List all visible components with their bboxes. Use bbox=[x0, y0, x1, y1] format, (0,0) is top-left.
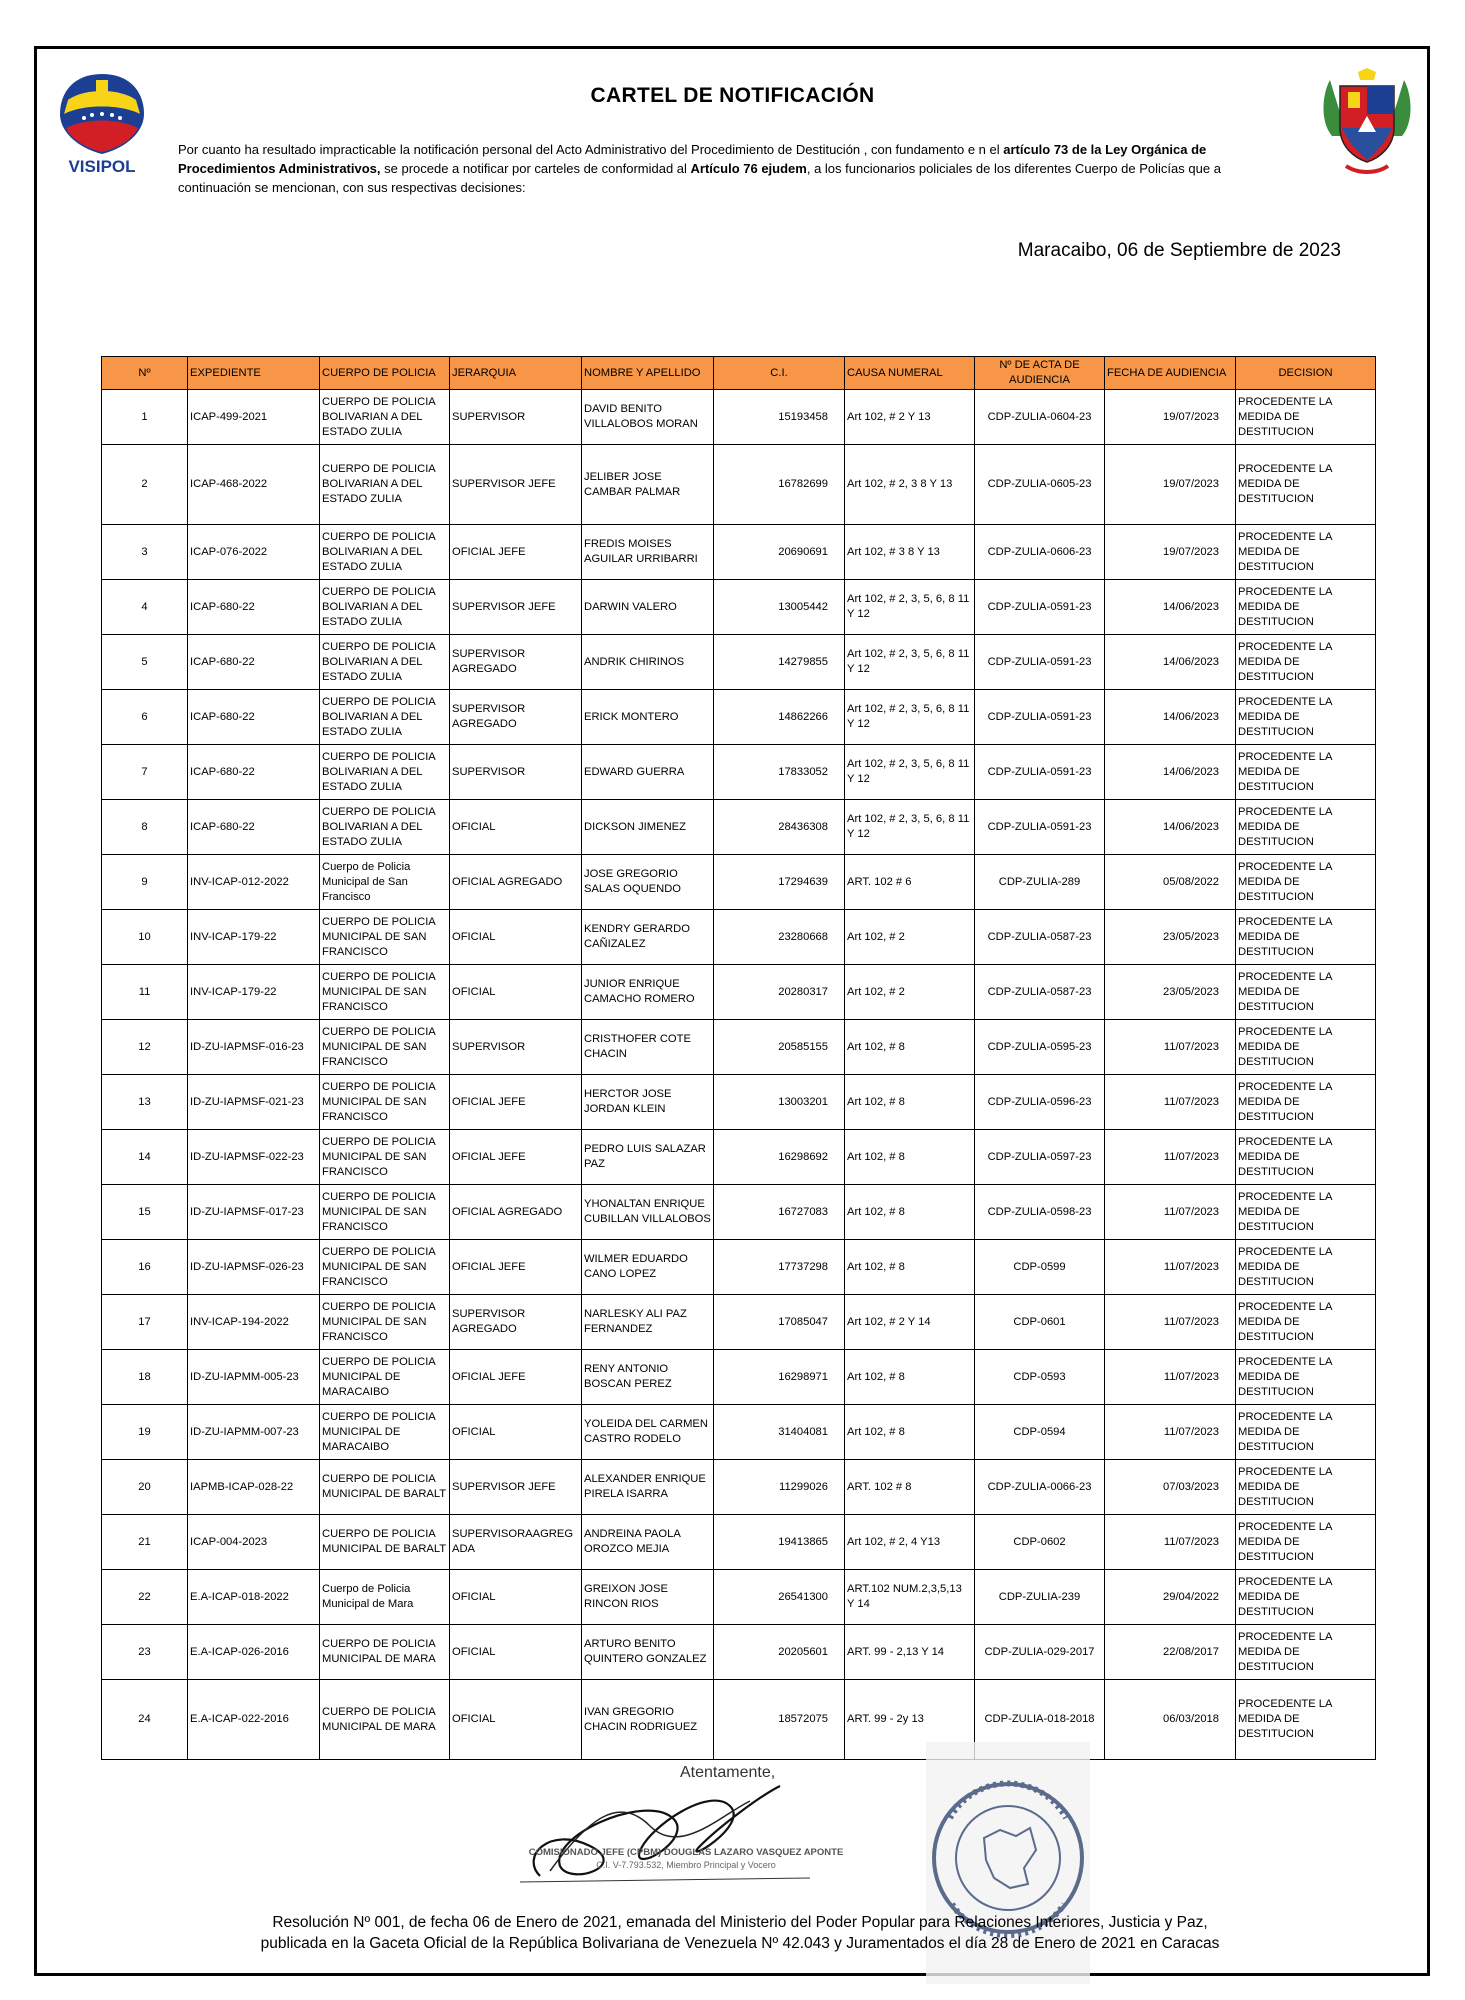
cell-number: 4 bbox=[102, 580, 188, 635]
cell-nombre: DAVID BENITO VILLALOBOS MORAN bbox=[582, 390, 714, 445]
cell-expediente: ID-ZU-IAPMSF-026-23 bbox=[188, 1240, 320, 1295]
cell-nombre: ALEXANDER ENRIQUE PIRELA ISARRA bbox=[582, 1460, 714, 1515]
cell-ci: 20690691 bbox=[714, 525, 845, 580]
table-row bbox=[102, 1020, 1376, 1075]
cell-number: 22 bbox=[102, 1570, 188, 1625]
cell-acta: CDP-ZULIA-0598-23 bbox=[975, 1185, 1105, 1240]
cell-jerarquia: OFICIAL AGREGADO bbox=[450, 855, 582, 910]
cell-expediente: ICAP-680-22 bbox=[188, 635, 320, 690]
cell-nombre: YHONALTAN ENRIQUE CUBILLAN VILLALOBOS bbox=[582, 1185, 714, 1240]
cell-acta: CDP-ZULIA-0591-23 bbox=[975, 745, 1105, 800]
table-row bbox=[102, 1680, 1376, 1760]
visipol-logo-text: VISIPOL bbox=[68, 157, 136, 176]
cell-cuerpo: CUERPO DE POLICIA BOLIVARIAN A DEL ESTADO ZULIA bbox=[320, 390, 450, 445]
cell-acta: CDP-ZULIA-0604-23 bbox=[975, 390, 1105, 445]
cell-causa: Art 102, # 2 bbox=[845, 910, 975, 965]
cell-nombre: GREIXON JOSE RINCON RIOS bbox=[582, 1570, 714, 1625]
cell-jerarquia: SUPERVISOR JEFE bbox=[450, 445, 582, 525]
col-header-ci: C.I. bbox=[714, 357, 845, 390]
cell-ci: 13005442 bbox=[714, 580, 845, 635]
intro-text-3: , a los funcionarios policiales de los diferentes Cuerpo de Policías que a continuación se mencionan, con sus respectivas decisiones: bbox=[178, 161, 1221, 195]
cell-decision: PROCEDENTE LA MEDIDA DE DESTITUCION bbox=[1236, 1295, 1376, 1350]
cell-cuerpo: CUERPO DE POLICIA MUNICIPAL DE MARACAIBO bbox=[320, 1405, 450, 1460]
cell-cuerpo: CUERPO DE POLICIA MUNICIPAL DE SAN FRANCISCO bbox=[320, 1185, 450, 1240]
cell-ci: 31404081 bbox=[714, 1405, 845, 1460]
intro-bold-2: Artículo 76 ejudem bbox=[690, 161, 807, 176]
cell-jerarquia: OFICIAL bbox=[450, 1680, 582, 1760]
cell-nombre: PEDRO LUIS SALAZAR PAZ bbox=[582, 1130, 714, 1185]
cell-fecha: 14/06/2023 bbox=[1105, 690, 1236, 745]
cell-jerarquia: SUPERVISOR AGREGADO bbox=[450, 690, 582, 745]
table-row bbox=[102, 965, 1376, 1020]
cell-decision: PROCEDENTE LA MEDIDA DE DESTITUCION bbox=[1236, 965, 1376, 1020]
col-header-causa: CAUSA NUMERAL bbox=[845, 357, 975, 390]
col-header-acta: Nº DE ACTA DE AUDIENCIA bbox=[975, 357, 1105, 390]
cell-cuerpo: CUERPO DE POLICIA MUNICIPAL DE SAN FRANCISCO bbox=[320, 910, 450, 965]
cell-causa: Art 102, # 2, 3, 5, 6, 8 11 Y 12 bbox=[845, 745, 975, 800]
cell-nombre: ANDREINA PAOLA OROZCO MEJIA bbox=[582, 1515, 714, 1570]
cell-jerarquia: SUPERVISOR bbox=[450, 1020, 582, 1075]
cell-acta: CDP-ZULIA-0066-23 bbox=[975, 1460, 1105, 1515]
cell-causa: Art 102, # 2, 3 8 Y 13 bbox=[845, 445, 975, 525]
cell-fecha: 11/07/2023 bbox=[1105, 1075, 1236, 1130]
cell-ci: 19413865 bbox=[714, 1515, 845, 1570]
cell-causa: Art 102, # 2, 4 Y13 bbox=[845, 1515, 975, 1570]
table-row bbox=[102, 800, 1376, 855]
cell-acta: CDP-ZULIA-0587-23 bbox=[975, 965, 1105, 1020]
cell-acta: CDP-ZULIA-0587-23 bbox=[975, 910, 1105, 965]
cell-decision: PROCEDENTE LA MEDIDA DE DESTITUCION bbox=[1236, 1350, 1376, 1405]
intro-bold-1: artículo 73 de la Ley Orgánica de Procedimientos Administrativos, bbox=[178, 142, 1207, 176]
cell-decision: PROCEDENTE LA MEDIDA DE DESTITUCION bbox=[1236, 1240, 1376, 1295]
cell-number: 20 bbox=[102, 1460, 188, 1515]
cell-causa: Art 102, # 2 Y 13 bbox=[845, 390, 975, 445]
cell-fecha: 11/07/2023 bbox=[1105, 1515, 1236, 1570]
intro-text-2: se procede a notificar por carteles de conformidad al bbox=[380, 161, 691, 176]
cell-ci: 17294639 bbox=[714, 855, 845, 910]
cell-nombre: HERCTOR JOSE JORDAN KLEIN bbox=[582, 1075, 714, 1130]
cell-expediente: INV-ICAP-012-2022 bbox=[188, 855, 320, 910]
cell-causa: ART. 102 # 6 bbox=[845, 855, 975, 910]
cell-jerarquia: OFICIAL AGREGADO bbox=[450, 1185, 582, 1240]
cell-acta: CDP-ZULIA-0591-23 bbox=[975, 800, 1105, 855]
cell-fecha: 11/07/2023 bbox=[1105, 1130, 1236, 1185]
table-row bbox=[102, 445, 1376, 525]
cell-causa: ART. 99 - 2,13 Y 14 bbox=[845, 1625, 975, 1680]
cell-causa: Art 102, # 8 bbox=[845, 1020, 975, 1075]
cell-cuerpo: CUERPO DE POLICIA MUNICIPAL DE SAN FRANCISCO bbox=[320, 1020, 450, 1075]
table-row bbox=[102, 745, 1376, 800]
cell-decision: PROCEDENTE LA MEDIDA DE DESTITUCION bbox=[1236, 1460, 1376, 1515]
cell-fecha: 05/08/2022 bbox=[1105, 855, 1236, 910]
cell-expediente: INV-ICAP-194-2022 bbox=[188, 1295, 320, 1350]
cell-nombre: ANDRIK CHIRINOS bbox=[582, 635, 714, 690]
col-header-decision: DECISION bbox=[1236, 357, 1376, 390]
cell-acta: CDP-ZULIA-018-2018 bbox=[975, 1680, 1105, 1760]
cell-number: 11 bbox=[102, 965, 188, 1020]
cell-nombre: YOLEIDA DEL CARMEN CASTRO RODELO bbox=[582, 1405, 714, 1460]
cell-decision: PROCEDENTE LA MEDIDA DE DESTITUCION bbox=[1236, 1680, 1376, 1760]
page-title: CARTEL DE NOTIFICACIÓN bbox=[590, 84, 875, 107]
cell-fecha: 06/03/2018 bbox=[1105, 1680, 1236, 1760]
cell-fecha: 07/03/2023 bbox=[1105, 1460, 1236, 1515]
cell-decision: PROCEDENTE LA MEDIDA DE DESTITUCION bbox=[1236, 910, 1376, 965]
table-row bbox=[102, 855, 1376, 910]
cell-acta: CDP-0593 bbox=[975, 1350, 1105, 1405]
cell-jerarquia: SUPERVISOR bbox=[450, 390, 582, 445]
cell-expediente: INV-ICAP-179-22 bbox=[188, 910, 320, 965]
cell-expediente: ICAP-468-2022 bbox=[188, 445, 320, 525]
cell-fecha: 11/07/2023 bbox=[1105, 1240, 1236, 1295]
cell-causa: Art 102, # 2 bbox=[845, 965, 975, 1020]
cell-causa: Art 102, # 2, 3, 5, 6, 8 11 Y 12 bbox=[845, 635, 975, 690]
table-row bbox=[102, 1185, 1376, 1240]
cell-expediente: E.A-ICAP-018-2022 bbox=[188, 1570, 320, 1625]
cell-decision: PROCEDENTE LA MEDIDA DE DESTITUCION bbox=[1236, 1405, 1376, 1460]
cell-ci: 16782699 bbox=[714, 445, 845, 525]
cell-expediente: INV-ICAP-179-22 bbox=[188, 965, 320, 1020]
cell-expediente: ICAP-076-2022 bbox=[188, 525, 320, 580]
cell-cuerpo: CUERPO DE POLICIA BOLIVARIAN A DEL ESTADO ZULIA bbox=[320, 525, 450, 580]
cell-acta: CDP-ZULIA-0597-23 bbox=[975, 1130, 1105, 1185]
cell-acta: CDP-0601 bbox=[975, 1295, 1105, 1350]
cell-acta: CDP-ZULIA-0591-23 bbox=[975, 690, 1105, 745]
table-row bbox=[102, 580, 1376, 635]
cell-jerarquia: OFICIAL JEFE bbox=[450, 1075, 582, 1130]
table-row bbox=[102, 1075, 1376, 1130]
cell-ci: 17085047 bbox=[714, 1295, 845, 1350]
cell-jerarquia: OFICIAL bbox=[450, 800, 582, 855]
cell-number: 1 bbox=[102, 390, 188, 445]
table-body bbox=[102, 390, 1376, 1760]
cell-number: 18 bbox=[102, 1350, 188, 1405]
cell-ci: 14279855 bbox=[714, 635, 845, 690]
cell-causa: Art 102, # 2, 3, 5, 6, 8 11 Y 12 bbox=[845, 690, 975, 745]
cell-acta: CDP-0599 bbox=[975, 1240, 1105, 1295]
cell-cuerpo: CUERPO DE POLICIA MUNICIPAL DE SAN FRANCISCO bbox=[320, 965, 450, 1020]
cell-expediente: ID-ZU-IAPMM-005-23 bbox=[188, 1350, 320, 1405]
cell-nombre: IVAN GREGORIO CHACIN RODRIGUEZ bbox=[582, 1680, 714, 1760]
table-row bbox=[102, 1130, 1376, 1185]
cell-acta: CDP-ZULIA-0606-23 bbox=[975, 525, 1105, 580]
cell-expediente: ID-ZU-IAPMSF-017-23 bbox=[188, 1185, 320, 1240]
cell-decision: PROCEDENTE LA MEDIDA DE DESTITUCION bbox=[1236, 745, 1376, 800]
footer bbox=[90, 1912, 1390, 1954]
cell-number: 17 bbox=[102, 1295, 188, 1350]
table-row bbox=[102, 690, 1376, 745]
cell-nombre: EDWARD GUERRA bbox=[582, 745, 714, 800]
cell-cuerpo: CUERPO DE POLICIA MUNICIPAL DE MARACAIBO bbox=[320, 1350, 450, 1405]
cell-expediente: ID-ZU-IAPMM-007-23 bbox=[188, 1405, 320, 1460]
cell-causa: Art 102, # 8 bbox=[845, 1185, 975, 1240]
cell-decision: PROCEDENTE LA MEDIDA DE DESTITUCION bbox=[1236, 1515, 1376, 1570]
cell-number: 8 bbox=[102, 800, 188, 855]
footer-line-1: Resolución Nº 001, de fecha 06 de Enero de 2021, emanada del Ministerio del Poder Popular para Relaciones Interiores, Justicia y Paz, bbox=[272, 1914, 1208, 1931]
cell-decision: PROCEDENTE LA MEDIDA DE DESTITUCION bbox=[1236, 390, 1376, 445]
cell-fecha: 22/08/2017 bbox=[1105, 1625, 1236, 1680]
cell-number: 21 bbox=[102, 1515, 188, 1570]
cell-jerarquia: OFICIAL JEFE bbox=[450, 1130, 582, 1185]
cell-acta: CDP-0602 bbox=[975, 1515, 1105, 1570]
cell-fecha: 14/06/2023 bbox=[1105, 745, 1236, 800]
cell-nombre: ARTURO BENITO QUINTERO GONZALEZ bbox=[582, 1625, 714, 1680]
cell-number: 19 bbox=[102, 1405, 188, 1460]
cell-number: 2 bbox=[102, 445, 188, 525]
cell-acta: CDP-ZULIA-029-2017 bbox=[975, 1625, 1105, 1680]
cell-ci: 14862266 bbox=[714, 690, 845, 745]
cell-ci: 23280668 bbox=[714, 910, 845, 965]
cell-jerarquia: OFICIAL bbox=[450, 1570, 582, 1625]
cell-jerarquia: SUPERVISOR bbox=[450, 745, 582, 800]
cell-acta: CDP-ZULIA-0596-23 bbox=[975, 1075, 1105, 1130]
signature-scribble-icon bbox=[480, 1756, 860, 1896]
cell-causa: Art 102, # 8 bbox=[845, 1240, 975, 1295]
cell-causa: Art 102, # 8 bbox=[845, 1405, 975, 1460]
cell-number: 10 bbox=[102, 910, 188, 965]
cell-acta: CDP-ZULIA-0591-23 bbox=[975, 635, 1105, 690]
table-row bbox=[102, 635, 1376, 690]
cell-acta: CDP-ZULIA-239 bbox=[975, 1570, 1105, 1625]
cell-number: 16 bbox=[102, 1240, 188, 1295]
cell-decision: PROCEDENTE LA MEDIDA DE DESTITUCION bbox=[1236, 800, 1376, 855]
cell-nombre: JOSE GREGORIO SALAS OQUENDO bbox=[582, 855, 714, 910]
cell-cuerpo: CUERPO DE POLICIA BOLIVARIAN A DEL ESTADO ZULIA bbox=[320, 745, 450, 800]
cell-ci: 18572075 bbox=[714, 1680, 845, 1760]
cell-fecha: 11/07/2023 bbox=[1105, 1295, 1236, 1350]
cell-cuerpo: CUERPO DE POLICIA BOLIVARIAN A DEL ESTADO ZULIA bbox=[320, 800, 450, 855]
cell-causa: Art 102, # 8 bbox=[845, 1130, 975, 1185]
cell-fecha: 19/07/2023 bbox=[1105, 525, 1236, 580]
cell-cuerpo: Cuerpo de Policia Municipal de San Francisco bbox=[320, 855, 450, 910]
cell-jerarquia: OFICIAL JEFE bbox=[450, 525, 582, 580]
cell-expediente: ICAP-680-22 bbox=[188, 690, 320, 745]
cell-number: 14 bbox=[102, 1130, 188, 1185]
cell-nombre: DICKSON JIMENEZ bbox=[582, 800, 714, 855]
cell-cuerpo: CUERPO DE POLICIA MUNICIPAL DE SAN FRANCISCO bbox=[320, 1240, 450, 1295]
table-row bbox=[102, 1350, 1376, 1405]
cell-jerarquia: OFICIAL bbox=[450, 1405, 582, 1460]
signatory-name: COMISIONADO JEFE (CPBM) DOUGLAS LAZARO VASQUEZ APONTE bbox=[528, 1847, 844, 1858]
cell-fecha: 19/07/2023 bbox=[1105, 390, 1236, 445]
cell-decision: PROCEDENTE LA MEDIDA DE DESTITUCION bbox=[1236, 1130, 1376, 1185]
cell-causa: Art 102, # 8 bbox=[845, 1350, 975, 1405]
cell-causa: Art 102, # 2 Y 14 bbox=[845, 1295, 975, 1350]
cell-jerarquia: OFICIAL bbox=[450, 910, 582, 965]
cell-causa: ART. 102 # 8 bbox=[845, 1460, 975, 1515]
intro-paragraph bbox=[178, 140, 1268, 197]
cell-nombre: JUNIOR ENRIQUE CAMACHO ROMERO bbox=[582, 965, 714, 1020]
col-header-nombre: NOMBRE Y APELLIDO bbox=[582, 357, 714, 390]
cell-causa: Art 102, # 2, 3, 5, 6, 8 11 Y 12 bbox=[845, 580, 975, 635]
cell-jerarquia: SUPERVISOR JEFE bbox=[450, 580, 582, 635]
cell-jerarquia: SUPERVISOR AGREGADO bbox=[450, 1295, 582, 1350]
cell-decision: PROCEDENTE LA MEDIDA DE DESTITUCION bbox=[1236, 635, 1376, 690]
table-row bbox=[102, 1460, 1376, 1515]
cell-decision: PROCEDENTE LA MEDIDA DE DESTITUCION bbox=[1236, 580, 1376, 635]
cell-number: 12 bbox=[102, 1020, 188, 1075]
cell-expediente: ICAP-004-2023 bbox=[188, 1515, 320, 1570]
cell-ci: 17737298 bbox=[714, 1240, 845, 1295]
cell-expediente: IAPMB-ICAP-028-22 bbox=[188, 1460, 320, 1515]
cell-nombre: CRISTHOFER COTE CHACIN bbox=[582, 1020, 714, 1075]
cell-nombre: DARWIN VALERO bbox=[582, 580, 714, 635]
cell-causa: Art 102, # 2, 3, 5, 6, 8 11 Y 12 bbox=[845, 800, 975, 855]
cell-expediente: ID-ZU-IAPMSF-016-23 bbox=[188, 1020, 320, 1075]
table-row bbox=[102, 1295, 1376, 1350]
cell-cuerpo: CUERPO DE POLICIA MUNICIPAL DE SAN FRANCISCO bbox=[320, 1075, 450, 1130]
cell-number: 6 bbox=[102, 690, 188, 745]
cell-ci: 13003201 bbox=[714, 1075, 845, 1130]
cell-number: 3 bbox=[102, 525, 188, 580]
cell-jerarquia: OFICIAL JEFE bbox=[450, 1350, 582, 1405]
cell-ci: 15193458 bbox=[714, 390, 845, 445]
cell-ci: 28436308 bbox=[714, 800, 845, 855]
table-row bbox=[102, 1240, 1376, 1295]
cell-ci: 26541300 bbox=[714, 1570, 845, 1625]
cell-decision: PROCEDENTE LA MEDIDA DE DESTITUCION bbox=[1236, 1075, 1376, 1130]
cell-expediente: ICAP-680-22 bbox=[188, 580, 320, 635]
cell-causa: ART.102 NUM.2,3,5,13 Y 14 bbox=[845, 1570, 975, 1625]
cell-causa: ART. 99 - 2y 13 bbox=[845, 1680, 975, 1760]
cell-number: 24 bbox=[102, 1680, 188, 1760]
cell-number: 5 bbox=[102, 635, 188, 690]
cell-jerarquia: OFICIAL bbox=[450, 1625, 582, 1680]
cell-fecha: 14/06/2023 bbox=[1105, 580, 1236, 635]
cell-cuerpo: CUERPO DE POLICIA MUNICIPAL DE BARALT bbox=[320, 1515, 450, 1570]
cell-ci: 17833052 bbox=[714, 745, 845, 800]
table-row bbox=[102, 1515, 1376, 1570]
cell-cuerpo: CUERPO DE POLICIA MUNICIPAL DE SAN FRANCISCO bbox=[320, 1130, 450, 1185]
table-row bbox=[102, 1625, 1376, 1680]
cell-acta: CDP-ZULIA-0595-23 bbox=[975, 1020, 1105, 1075]
cell-expediente: ICAP-680-22 bbox=[188, 745, 320, 800]
cell-acta: CDP-ZULIA-0605-23 bbox=[975, 445, 1105, 525]
cell-expediente: E.A-ICAP-022-2016 bbox=[188, 1680, 320, 1760]
cell-acta: CDP-0594 bbox=[975, 1405, 1105, 1460]
dateline: Maracaibo, 06 de Septiembre de 2023 bbox=[1017, 240, 1341, 261]
cell-decision: PROCEDENTE LA MEDIDA DE DESTITUCION bbox=[1236, 445, 1376, 525]
cell-nombre: NARLESKY ALI PAZ FERNANDEZ bbox=[582, 1295, 714, 1350]
cell-decision: PROCEDENTE LA MEDIDA DE DESTITUCION bbox=[1236, 1625, 1376, 1680]
cell-decision: PROCEDENTE LA MEDIDA DE DESTITUCION bbox=[1236, 1185, 1376, 1240]
notification-table bbox=[101, 356, 1376, 1760]
cell-fecha: 14/06/2023 bbox=[1105, 800, 1236, 855]
table-row bbox=[102, 1405, 1376, 1460]
cell-fecha: 11/07/2023 bbox=[1105, 1020, 1236, 1075]
table-row bbox=[102, 525, 1376, 580]
cell-number: 7 bbox=[102, 745, 188, 800]
cell-cuerpo: CUERPO DE POLICIA BOLIVARIAN A DEL ESTADO ZULIA bbox=[320, 635, 450, 690]
table-row bbox=[102, 1570, 1376, 1625]
cell-expediente: ICAP-680-22 bbox=[188, 800, 320, 855]
cell-fecha: 11/07/2023 bbox=[1105, 1405, 1236, 1460]
cell-nombre: JELIBER JOSE CAMBAR PALMAR bbox=[582, 445, 714, 525]
cell-jerarquia: SUPERVISOR JEFE bbox=[450, 1460, 582, 1515]
cell-number: 13 bbox=[102, 1075, 188, 1130]
cell-ci: 20280317 bbox=[714, 965, 845, 1020]
cell-cuerpo: CUERPO DE POLICIA BOLIVARIAN A DEL ESTADO ZULIA bbox=[320, 690, 450, 745]
cell-acta: CDP-ZULIA-289 bbox=[975, 855, 1105, 910]
cell-expediente: ID-ZU-IAPMSF-021-23 bbox=[188, 1075, 320, 1130]
signatory-ci: C.I. V-7.793.532, Miembro Principal y Vocero bbox=[596, 1860, 776, 1870]
cell-cuerpo: CUERPO DE POLICIA MUNICIPAL DE SAN FRANCISCO bbox=[320, 1295, 450, 1350]
cell-causa: Art 102, # 3 8 Y 13 bbox=[845, 525, 975, 580]
cell-cuerpo: Cuerpo de Policia Municipal de Mara bbox=[320, 1570, 450, 1625]
footer-line-2: publicada en la Gaceta Oficial de la República Bolivariana de Venezuela Nº 42.043 y Juramentados el día 28 de Enero de 2021 en Caracas bbox=[260, 1935, 1220, 1952]
cell-expediente: ICAP-499-2021 bbox=[188, 390, 320, 445]
cell-fecha: 14/06/2023 bbox=[1105, 635, 1236, 690]
cell-cuerpo: CUERPO DE POLICIA BOLIVARIAN A DEL ESTADO ZULIA bbox=[320, 580, 450, 635]
cell-number: 9 bbox=[102, 855, 188, 910]
col-header-expediente: EXPEDIENTE bbox=[188, 357, 320, 390]
cell-cuerpo: CUERPO DE POLICIA MUNICIPAL DE MARA bbox=[320, 1625, 450, 1680]
intro-text-1: Por cuanto ha resultado impracticable la notificación personal del Acto Administrativo del Procedimiento de Destitución , con fundamento e n el bbox=[178, 142, 1004, 157]
cell-cuerpo: CUERPO DE POLICIA BOLIVARIAN A DEL ESTADO ZULIA bbox=[320, 445, 450, 525]
cell-fecha: 11/07/2023 bbox=[1105, 1350, 1236, 1405]
cell-fecha: 19/07/2023 bbox=[1105, 445, 1236, 525]
cell-cuerpo: CUERPO DE POLICIA MUNICIPAL DE BARALT bbox=[320, 1460, 450, 1515]
cell-jerarquia: OFICIAL JEFE bbox=[450, 1240, 582, 1295]
cell-nombre: RENY ANTONIO BOSCAN PEREZ bbox=[582, 1350, 714, 1405]
cell-ci: 16727083 bbox=[714, 1185, 845, 1240]
cell-decision: PROCEDENTE LA MEDIDA DE DESTITUCION bbox=[1236, 690, 1376, 745]
table-row bbox=[102, 390, 1376, 445]
cell-expediente: ID-ZU-IAPMSF-022-23 bbox=[188, 1130, 320, 1185]
cell-ci: 11299026 bbox=[714, 1460, 845, 1515]
cell-acta: CDP-ZULIA-0591-23 bbox=[975, 580, 1105, 635]
cell-fecha: 23/05/2023 bbox=[1105, 965, 1236, 1020]
notification-table-container bbox=[101, 356, 1375, 1760]
cell-nombre: KENDRY GERARDO CAÑIZALEZ bbox=[582, 910, 714, 965]
cell-nombre: WILMER EDUARDO CANO LOPEZ bbox=[582, 1240, 714, 1295]
cell-fecha: 23/05/2023 bbox=[1105, 910, 1236, 965]
cell-fecha: 29/04/2022 bbox=[1105, 1570, 1236, 1625]
cell-cuerpo: CUERPO DE POLICIA MUNICIPAL DE MARA bbox=[320, 1680, 450, 1760]
cell-jerarquia: SUPERVISORAAGREGADA bbox=[450, 1515, 582, 1570]
cell-decision: PROCEDENTE LA MEDIDA DE DESTITUCION bbox=[1236, 525, 1376, 580]
table-row bbox=[102, 910, 1376, 965]
cell-decision: PROCEDENTE LA MEDIDA DE DESTITUCION bbox=[1236, 1570, 1376, 1625]
col-header-cuerpo: CUERPO DE POLICIA bbox=[320, 357, 450, 390]
col-header-fecha: FECHA DE AUDIENCIA bbox=[1105, 357, 1236, 390]
cell-decision: PROCEDENTE LA MEDIDA DE DESTITUCION bbox=[1236, 855, 1376, 910]
table-header-row bbox=[102, 357, 1376, 390]
cell-number: 15 bbox=[102, 1185, 188, 1240]
cell-decision: PROCEDENTE LA MEDIDA DE DESTITUCION bbox=[1236, 1020, 1376, 1075]
cell-expediente: E.A-ICAP-026-2016 bbox=[188, 1625, 320, 1680]
col-header-jerarquia: JERARQUIA bbox=[450, 357, 582, 390]
cell-ci: 20585155 bbox=[714, 1020, 845, 1075]
cell-number: 23 bbox=[102, 1625, 188, 1680]
cell-ci: 20205601 bbox=[714, 1625, 845, 1680]
cell-nombre: ERICK MONTERO bbox=[582, 690, 714, 745]
cell-jerarquia: SUPERVISOR AGREGADO bbox=[450, 635, 582, 690]
col-header-number: Nº bbox=[102, 357, 188, 390]
cell-nombre: FREDIS MOISES AGUILAR URRIBARRI bbox=[582, 525, 714, 580]
cell-jerarquia: OFICIAL bbox=[450, 965, 582, 1020]
signature-greeting: Atentamente, bbox=[680, 1764, 776, 1781]
cell-ci: 16298971 bbox=[714, 1350, 845, 1405]
cell-fecha: 11/07/2023 bbox=[1105, 1185, 1236, 1240]
cell-ci: 16298692 bbox=[714, 1130, 845, 1185]
cell-causa: Art 102, # 8 bbox=[845, 1075, 975, 1130]
